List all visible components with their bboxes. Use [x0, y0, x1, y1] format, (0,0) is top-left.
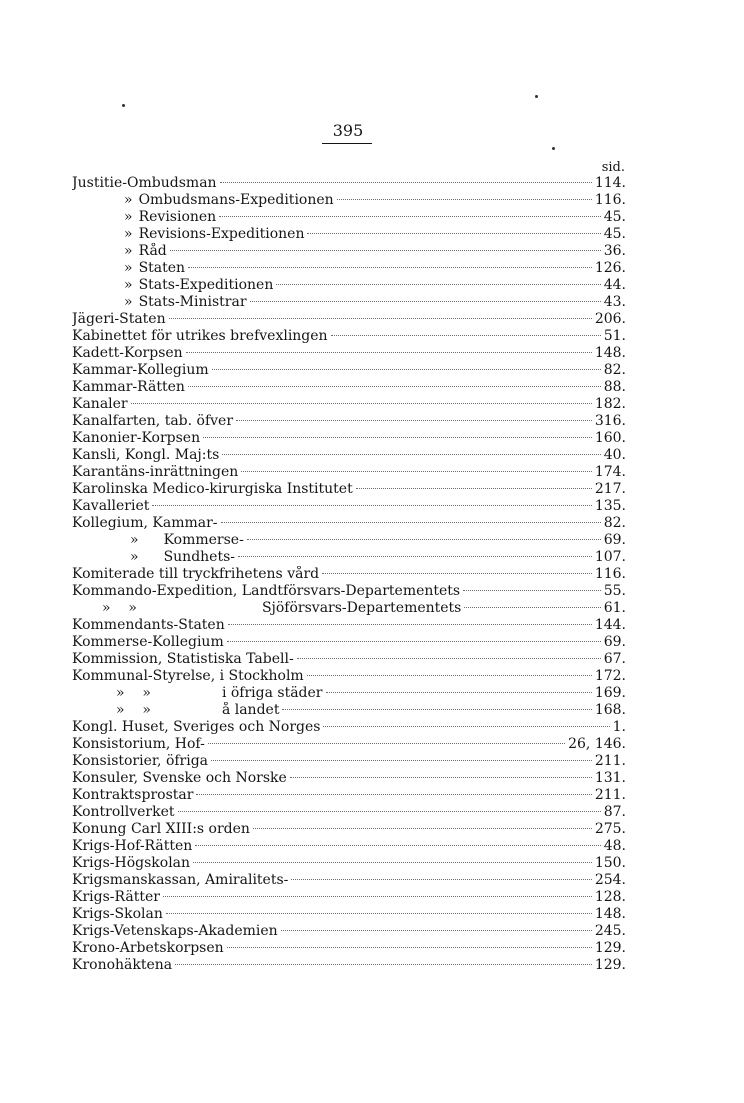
dot-leader: [297, 658, 601, 659]
entry-page-reference: 69.: [603, 634, 626, 650]
page-number: 395: [332, 121, 364, 140]
entry-page-reference: 44.: [603, 277, 626, 293]
dot-leader: [323, 726, 609, 727]
dot-leader: [236, 420, 592, 421]
dot-leader: [152, 505, 591, 506]
entry-label: Komiterade till tryckfrihetens vård: [72, 566, 320, 582]
entry-label: Kavalleriet: [72, 498, 150, 514]
index-entry: [72, 260, 626, 277]
entry-page-reference: 43.: [603, 294, 626, 310]
entry-page-reference: 48.: [603, 838, 626, 854]
index-entry: [72, 532, 626, 549]
index-entry: [72, 243, 626, 260]
entry-page-reference: 128.: [594, 889, 626, 905]
entry-page-reference: 36.: [603, 243, 626, 259]
print-speck: [122, 104, 125, 107]
dot-leader: [238, 556, 592, 557]
entry-page-reference: 45.: [603, 226, 626, 242]
index-entry: [72, 464, 626, 481]
index-entry: [72, 889, 626, 906]
entry-label: Justitie-Ombudsman: [72, 175, 217, 191]
index-entry: [72, 447, 626, 464]
entry-label: Kommission, Statistiska Tabell-: [72, 651, 294, 667]
index-entry: [72, 481, 626, 498]
entry-label: i öfriga städer: [221, 685, 323, 701]
entry-label: Krigs-Hof-Rätten: [72, 838, 193, 854]
dot-leader: [221, 522, 601, 523]
entry-label: å landet: [221, 702, 280, 718]
dot-leader: [222, 454, 600, 455]
entry-page-reference: 275.: [594, 821, 626, 837]
dot-leader: [463, 590, 601, 591]
entry-label: Krono-Arbetskorpsen: [72, 940, 224, 956]
entry-page-reference: 160.: [594, 430, 626, 446]
dot-leader: [186, 352, 592, 353]
entry-page-reference: 131.: [594, 770, 626, 786]
entry-page-reference: 82.: [603, 515, 626, 531]
entry-page-reference: 211.: [594, 787, 626, 803]
ditto-mark: »: [124, 277, 133, 293]
entry-label: Krigs-Rätter: [72, 889, 160, 905]
entry-label: Kommunal-Styrelse, i Stockholm: [72, 668, 304, 684]
entry-label: Kanonier-Korpsen: [72, 430, 201, 446]
ditto-mark: »: [124, 209, 133, 225]
dot-leader: [291, 879, 591, 880]
dot-leader: [307, 675, 592, 676]
entry-label: Kollegium, Kammar-: [72, 515, 218, 531]
entry-page-reference: 116.: [594, 566, 626, 582]
index-entry: [72, 753, 626, 770]
entry-label: Kansli, Kongl. Maj:ts: [72, 447, 220, 463]
entry-page-reference: 114.: [594, 175, 626, 191]
index-entry: [72, 192, 626, 209]
entry-page-reference: 1.: [612, 719, 626, 735]
ditto-mark: »: [124, 294, 133, 310]
index-entry: [72, 549, 626, 566]
dot-leader: [203, 437, 592, 438]
entry-page-reference: 82.: [603, 362, 626, 378]
index-entry: [72, 430, 626, 447]
index-entry: [72, 719, 626, 736]
entry-page-reference: 148.: [594, 906, 626, 922]
dot-leader: [464, 607, 600, 608]
index-entry: [72, 311, 626, 328]
dot-leader: [307, 233, 600, 234]
entry-label: Krigsmanskassan, Amiralitets-: [72, 872, 289, 888]
entry-label: Revisionen: [138, 209, 217, 225]
index-entry: [72, 634, 626, 651]
dot-leader: [188, 386, 601, 387]
dot-leader: [282, 709, 591, 710]
index-entry: [72, 328, 626, 345]
print-speck: [552, 147, 555, 150]
entry-label: Kommando-Expedition, Landtförsvars-Departementets: [72, 583, 461, 599]
index-entry: [72, 515, 626, 532]
index-entry: [72, 566, 626, 583]
page-number-rule: [322, 143, 372, 144]
entry-page-reference: 316.: [594, 413, 626, 429]
dot-leader: [322, 573, 592, 574]
index-entry: [72, 209, 626, 226]
dot-leader: [290, 777, 592, 778]
index-entry: [72, 498, 626, 515]
entry-label: Konsistorium, Hof-: [72, 736, 205, 752]
entry-page-reference: 69.: [603, 532, 626, 548]
entry-page-reference: 45.: [603, 209, 626, 225]
entry-page-reference: 51.: [603, 328, 626, 344]
entry-label: Kadett-Korpsen: [72, 345, 183, 361]
entry-page-reference: 40.: [603, 447, 626, 463]
entry-page-reference: 169.: [594, 685, 626, 701]
dot-leader: [227, 641, 601, 642]
dot-leader: [169, 318, 592, 319]
index-entry: [72, 855, 626, 872]
entry-page-reference: 61.: [603, 600, 626, 616]
index-entry: [72, 770, 626, 787]
entry-page-reference: 182.: [594, 396, 626, 412]
dot-leader: [228, 624, 592, 625]
entry-page-reference: 87.: [603, 804, 626, 820]
entry-page-reference: 206.: [594, 311, 626, 327]
ditto-mark: »: [124, 192, 133, 208]
entry-label: Kanaler: [72, 396, 128, 412]
index-entry: [72, 396, 626, 413]
entry-label: Konsuler, Svenske och Norske: [72, 770, 287, 786]
entry-label: Kronohäktena: [72, 957, 173, 973]
entry-label: Kongl. Huset, Sveriges och Norges: [72, 719, 321, 735]
entry-page-reference: 168.: [594, 702, 626, 718]
dot-leader: [220, 182, 592, 183]
entry-label: Kommendants-Staten: [72, 617, 225, 633]
entry-label: Krigs-Vetenskaps-Akademien: [72, 923, 278, 939]
entry-page-reference: 172.: [594, 668, 626, 684]
entry-page-reference: 88.: [603, 379, 626, 395]
entry-page-reference: 107.: [594, 549, 626, 565]
entry-label: Revisions-Expeditionen: [138, 226, 305, 242]
entry-label: Råd: [138, 243, 167, 259]
entry-page-reference: 116.: [594, 192, 626, 208]
entry-label: Konsistorier, öfriga: [72, 753, 209, 769]
dot-leader: [195, 845, 600, 846]
dot-leader: [170, 250, 601, 251]
entry-label: Karantäns-inrättningen: [72, 464, 239, 480]
entry-label: Kontrollverket: [72, 804, 175, 820]
index-entry: [72, 736, 626, 753]
entry-label: Krigs-Skolan: [72, 906, 163, 922]
dot-leader: [196, 794, 591, 795]
entry-page-reference: 129.: [594, 957, 626, 973]
index-entry: [72, 345, 626, 362]
ditto-mark: »: [124, 243, 133, 259]
entry-label: Jägeri-Staten: [72, 311, 166, 327]
entry-page-reference: 148.: [594, 345, 626, 361]
entry-page-reference: 211.: [594, 753, 626, 769]
index-entry: [72, 685, 626, 702]
dot-leader: [211, 760, 592, 761]
dot-leader: [193, 862, 592, 863]
entry-page-reference: 55.: [603, 583, 626, 599]
entry-label: Stats-Expeditionen: [138, 277, 274, 293]
dot-leader: [241, 471, 592, 472]
dot-leader: [281, 930, 592, 931]
dot-leader: [219, 216, 601, 217]
entry-page-reference: 26, 146.: [568, 736, 626, 752]
dot-leader: [178, 811, 601, 812]
entry-page-reference: 150.: [594, 855, 626, 871]
entry-label: Krigs-Högskolan: [72, 855, 191, 871]
index-entry: [72, 600, 626, 617]
index-entry: [72, 804, 626, 821]
index-entry: [72, 277, 626, 294]
ditto-mark: »: [130, 549, 139, 565]
dot-leader: [131, 403, 592, 404]
entry-label: Staten: [138, 260, 186, 276]
index-entry: [72, 668, 626, 685]
entry-label: Kanalfarten, tab. öfver: [72, 413, 234, 429]
index-entry: [72, 617, 626, 634]
index-entry: [72, 906, 626, 923]
index-list: [72, 175, 626, 974]
index-entry: [72, 413, 626, 430]
index-entry: [72, 651, 626, 668]
entry-label: Sjöförsvars-Departementets: [261, 600, 462, 616]
ditto-mark: » »: [102, 600, 137, 616]
entry-page-reference: 254.: [594, 872, 626, 888]
entry-page-reference: 135.: [594, 498, 626, 514]
dot-leader: [331, 335, 601, 336]
ditto-mark: »: [124, 260, 133, 276]
dot-leader: [212, 369, 601, 370]
entry-page-reference: 217.: [594, 481, 626, 497]
index-entry: [72, 294, 626, 311]
index-entry: [72, 226, 626, 243]
dot-leader: [175, 964, 592, 965]
dot-leader: [250, 301, 601, 302]
index-entry: [72, 787, 626, 804]
ditto-mark: »: [124, 226, 133, 242]
entry-label: Kommerse-: [163, 532, 244, 548]
dot-leader: [356, 488, 592, 489]
entry-label: Kommerse-Kollegium: [72, 634, 224, 650]
index-entry: [72, 838, 626, 855]
entry-label: Karolinska Medico-kirurgiska Institutet: [72, 481, 353, 497]
index-entry: [72, 957, 626, 974]
ditto-mark: » »: [116, 702, 151, 718]
ditto-mark: »: [130, 532, 139, 548]
dot-leader: [276, 284, 600, 285]
entry-label: Kammar-Kollegium: [72, 362, 209, 378]
index-entry: [72, 583, 626, 600]
index-entry: [72, 821, 626, 838]
entry-label: Kontraktsprostar: [72, 787, 194, 803]
dot-leader: [326, 692, 592, 693]
dot-leader: [227, 947, 592, 948]
index-entry: [72, 872, 626, 889]
entry-page-reference: 174.: [594, 464, 626, 480]
entry-label: Kammar-Rätten: [72, 379, 185, 395]
ditto-mark: » »: [116, 685, 151, 701]
dot-leader: [208, 743, 565, 744]
entry-page-reference: 144.: [594, 617, 626, 633]
index-entry: [72, 362, 626, 379]
entry-page-reference: 245.: [594, 923, 626, 939]
dot-leader: [163, 896, 592, 897]
dot-leader: [337, 199, 592, 200]
index-entry: [72, 175, 626, 192]
index-entry: [72, 702, 626, 719]
entry-label: Kabinettet för utrikes brefvexlingen: [72, 328, 328, 344]
entry-page-reference: 67.: [603, 651, 626, 667]
dot-leader: [247, 539, 601, 540]
entry-label: Konung Carl XIII:s orden: [72, 821, 250, 837]
dot-leader: [188, 267, 592, 268]
dot-leader: [253, 828, 592, 829]
entry-label: Ombudsmans-Expeditionen: [138, 192, 334, 208]
entry-label: Sundhets-: [163, 549, 236, 565]
page-column-header: sid.: [601, 160, 625, 175]
entry-page-reference: 126.: [594, 260, 626, 276]
index-entry: [72, 923, 626, 940]
index-entry: [72, 940, 626, 957]
entry-page-reference: 129.: [594, 940, 626, 956]
index-entry: [72, 379, 626, 396]
entry-label: Stats-Ministrar: [138, 294, 247, 310]
print-speck: [535, 95, 538, 98]
dot-leader: [166, 913, 592, 914]
